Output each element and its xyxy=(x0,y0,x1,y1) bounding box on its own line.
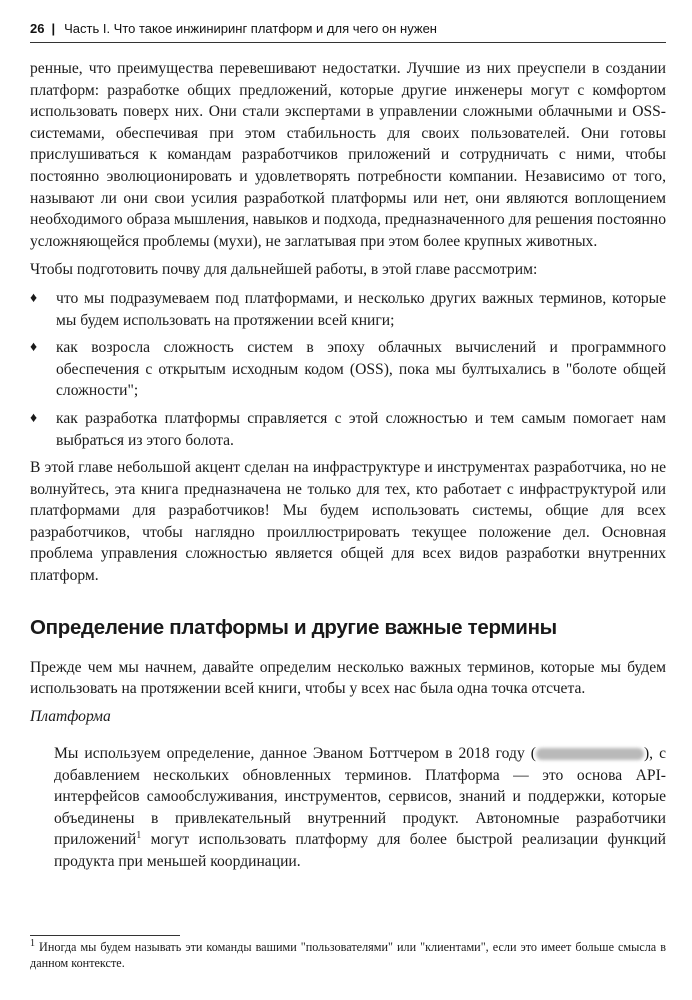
bullet-item: ♦ как разработка платформы справляется с этой сложностью и тем самым помогает нам выбраться из этого болота. xyxy=(30,409,666,449)
diamond-bullet-icon: ♦ xyxy=(30,290,38,306)
page-body xyxy=(30,58,666,888)
footnote-number: 1 xyxy=(30,937,35,949)
running-header xyxy=(30,20,666,43)
paragraph-lead-in: Чтобы подготовить почву для дальнейшей работы, в этой главе рассмотрим: xyxy=(30,261,538,279)
diamond-bullet-icon: ♦ xyxy=(30,410,38,426)
diamond-bullet-icon: ♦ xyxy=(30,340,38,356)
paragraph-terms-intro: Прежде чем мы начнем, давайте определим несколько важных терминов, которые мы будем использовать на протяжении всей книги, чтобы у всех нас была одна точка отсчета. xyxy=(30,658,666,698)
footnote xyxy=(30,939,666,971)
footnote-reference: 1 xyxy=(136,830,142,842)
bullet-list xyxy=(30,288,666,451)
bullet-item: ♦ как возросла сложность систем в эпоху облачных вычислений и программного обеспечения с открытым исходным кодом (OSS), пока мы бултыхались в "болоте общей сложности"; xyxy=(30,339,666,400)
footnote-divider xyxy=(30,935,180,936)
running-title: Часть I. Что такое инжиниринг платформ и для чего он нужен xyxy=(64,21,437,36)
bullet-item: ♦ что мы подразумеваем под платформами, и несколько других важных терминов, которые мы будем использовать на протяжении всей книги; xyxy=(30,289,666,329)
paragraph-focus: В этой главе небольшой акцент сделан на инфраструктуре и инструментах разработчика, но не волнуйтесь, эта книга предназначена не только для тех, кто работает с инфраструктурой или платформами для разработчиков! Мы будем использовать системы, общие для всех разработчиков, чтобы наглядно проиллюстрировать текущее положение дел. Основная проблема управления сложностью является общей для всех видов разработки внутренних платформ. xyxy=(30,459,666,585)
blurred-link xyxy=(536,748,644,760)
definition-body: Мы используем определение, данное Эваном Боттчером в 2018 году ( ), с добавлением нескольких обновленных терминов. Платформа — это основа API-интерфейсов самообслуживания, инструментов, сервисов, знаний и поддержки, которые объединены в привлекательный внутренний продукт. Автономные разработчики приложений$^1$ могут использовать платформу для более быстрой реализации функций продукта при меньшей координации. xyxy=(54,745,666,870)
section-heading: Определение платформы и другие важные термины xyxy=(30,615,557,639)
paragraph-intro: ренные, что преимущества перевешивают недостатки. Лучшие из них преуспели в создании платформ: разработке общих предложений, которые другие инженеры могут с комфортом использовать поверх них. Они стали экспертами в управлении сложными облачными и OSS-системами, обеспечивая при этом стабильность для своих пользователей. Они готовы прислушиваться к командам разработчиков приложений и сотрудничать с ними, чтобы постоянно эволюционировать и удовлетворять потребности компании. Независимо от того, называют ли они свои усилия разработкой платформы или нет, они являются воплощением необходимого образа мышления, навыков и подхода, предназначенного для решения постоянно усложняющейся проблемы (мухи), не заглатывая при этом более крупных животных. xyxy=(30,60,666,250)
definition-term: Платформа xyxy=(30,707,111,725)
header-separator: | xyxy=(51,21,56,36)
page-number: 26 xyxy=(30,21,45,36)
footnote-text: Иногда мы будем называть эти команды вашими "пользователями" или "клиентами", если это имеет больше смысла в данном контексте. xyxy=(30,940,666,970)
